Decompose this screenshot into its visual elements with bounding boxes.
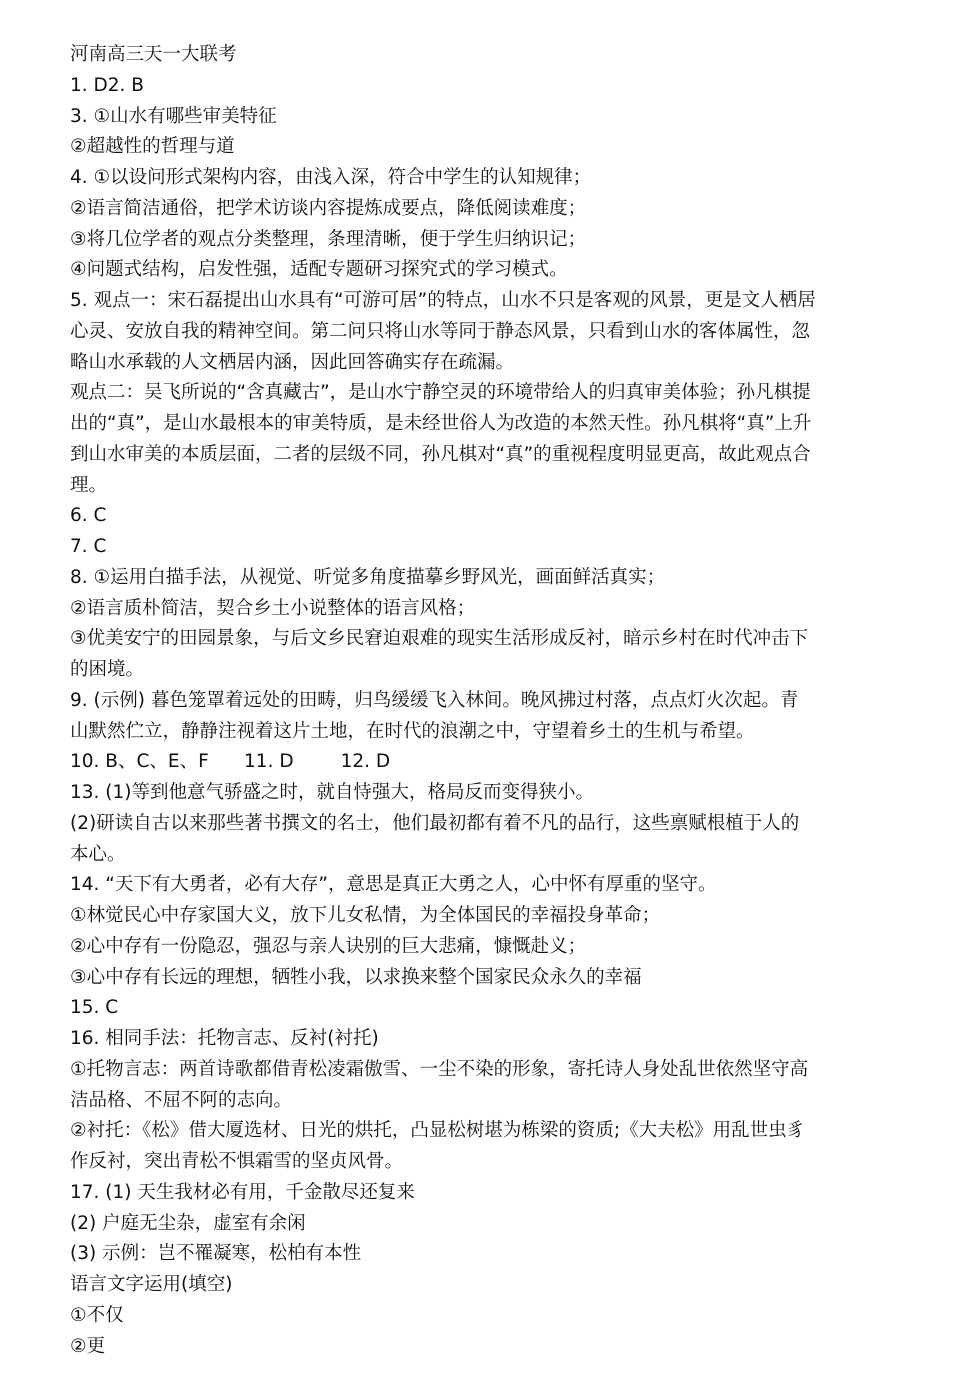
answer-line: 出的“真”，是山水最根本的审美特质，是未经世俗人为改造的本然天性。孙凡棋将“真”上升 [70, 413, 812, 434]
answer-line-q15: 15. C [70, 997, 119, 1019]
answer-line-q14: 14. “天下有大勇者，必有大存”，意思是真正大勇之人，心中怀有厚重的坚守。 [70, 874, 717, 896]
doc-title: 河南高三天一大联考 [70, 44, 237, 65]
answer-line: 略山水承载的人文栖居内涵，因此回答确实存在疏漏。 [70, 351, 515, 373]
answer-line: ③心中存有长远的理想，牺牲小我，以求换来整个国家民众永久的幸福 [70, 966, 642, 988]
answer-line-q17: 17. (1) 天生我材必有用，千金散尽还复来 [70, 1181, 415, 1203]
answer-line: 作反衬，突出青松不惧霜雪的坚贞风骨。 [70, 1151, 404, 1172]
answer-line: ③将几位学者的观点分类整理，条理清晰，便于学生归纳识记； [70, 228, 587, 250]
answer-line: ②超越性的哲理与道 [70, 136, 235, 158]
answer-key-document [70, 40, 900, 1362]
answer-line: (2)研读自古以来那些著书撰文的名士，他们最初都有着不凡的品行，这些禀赋根植于人的 [70, 812, 800, 834]
answer-line: ②心中存有一份隐忍，强忍与亲人诀别的巨大悲痛，慷慨赴义； [70, 935, 587, 957]
answer-line-q3: 3. ①山水有哪些审美特征 [70, 105, 277, 127]
answer-line: ②语言质朴简洁，契合乡土小说整体的语言风格； [70, 597, 476, 619]
answer-line-q6: 6. C [70, 505, 107, 527]
answer-line: (3) 示例：岂不罹凝寒，松柏有本性 [70, 1243, 362, 1265]
answer-line: (2) 户庭无尘杂，虚室有余闲 [70, 1212, 306, 1234]
answer-line-q7: 7. C [70, 536, 107, 557]
answer-line: ②语言简洁通俗，把学术访谈内容提炼成要点，降低阅读难度； [70, 197, 587, 219]
answer-line: 的困境。 [70, 659, 145, 680]
answer-line-q4: 4. ①以设问形式架构内容，由浅入深，符合中学生的认知规律； [70, 167, 592, 188]
answer-line: 心灵、安放自我的精神空间。第二问只将山水等同于静态风景，只看到山水的客体属性，忽 [70, 320, 811, 342]
answer-line-q5: 5. 观点一：宋石磊提出山水具有“可游可居”的特点，山水不只是客观的风景，更是文人栖居 [70, 290, 816, 311]
answer-line-q9: 9. (示例) 暮色笼罩着远处的田畴，归鸟缓缓飞入林间。晚风拂过村落，点点灯火次起。青 [70, 689, 799, 711]
answer-line: 山默然伫立，静静注视着这片土地，在时代的浪潮之中，守望着乡土的生机与希望。 [70, 720, 755, 742]
answer-line: ③优美安宁的田园景象，与后文乡民窘迫艰难的现实生活形成反衬，暗示乡村在时代冲击下 [70, 628, 809, 650]
answer-line: ①林觉民心中存家国大义，放下儿女私情，为全体国民的幸福投身革命； [70, 905, 661, 926]
answer-line-q10-12: 10. B、C、E、F 11. D 12. D [70, 751, 391, 773]
answer-line-q1-2: 1. D2. B [70, 74, 144, 96]
answer-line-q8: 8. ①运用白描手法，从视觉、听觉多角度描摹乡野风光，画面鲜活真实； [70, 566, 666, 588]
answer-line: 本心。 [70, 843, 126, 865]
answer-line: ①托物言志：两首诗歌都借青松凌霜傲雪、一尘不染的形象，寄托诗人身处乱世依然坚守高 [70, 1058, 809, 1080]
answer-line: ②衬托：《松》借大厦选材、日光的烘托，凸显松树堪为栋梁的资质;《大夫松》用乱世虫豸 [70, 1120, 806, 1142]
section-heading-language-use: 语言文字运用(填空) [70, 1274, 233, 1295]
answer-line-q16: 16. 相同手法：托物言志、反衬(衬托) [70, 1028, 379, 1049]
answer-line: 观点二：吴飞所说的“含真藏古”，是山水宁静空灵的环境带给人的归真审美体验；孙凡棋提 [70, 382, 811, 404]
answer-line: ②更 [70, 1335, 106, 1357]
answer-line: ①不仅 [70, 1304, 124, 1326]
answer-line: 理。 [70, 474, 108, 496]
answer-line: ④问题式结构，启发性强，适配专题研习探究式的学习模式。 [70, 259, 568, 281]
answer-line: 洁品格、不屈不阿的志向。 [70, 1089, 293, 1111]
answer-line-q13: 13. (1)等到他意气骄盛之时，就自恃强大，格局反而变得狭小。 [70, 782, 595, 803]
answer-line: 到山水审美的本质层面，二者的层级不同，孙凡棋对“真”的重视程度明显更高，故此观点合 [70, 443, 811, 465]
